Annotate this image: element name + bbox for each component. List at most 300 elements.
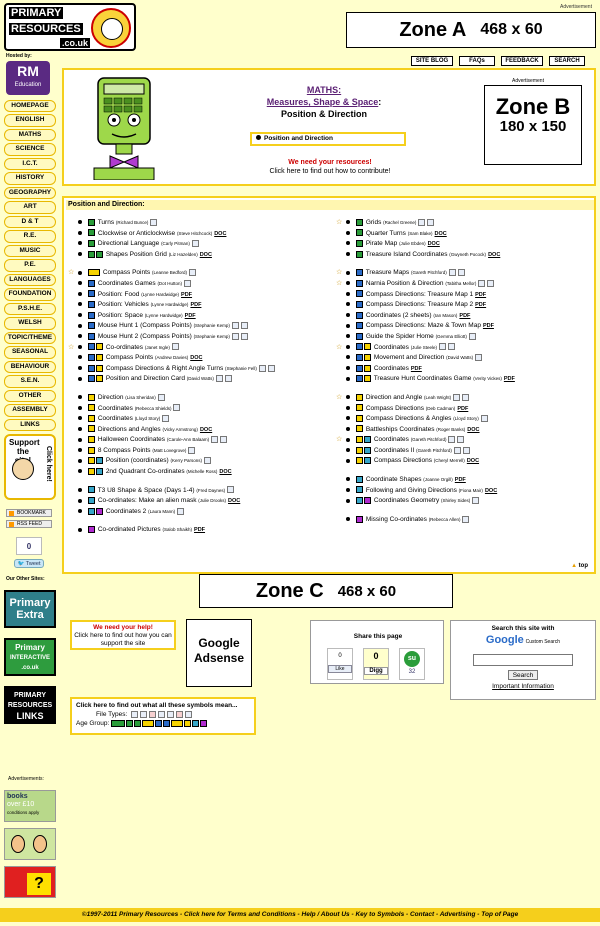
interactive-line3: .co.uk (21, 665, 39, 671)
zone-a-ad[interactable] (346, 12, 596, 48)
file-types-label: File Types: (96, 711, 128, 718)
important-information-link[interactable]: Important Information (492, 683, 554, 690)
resource-row (68, 250, 318, 261)
file-type-icon[interactable] (173, 404, 180, 411)
bullet-icon (346, 334, 350, 338)
search-input[interactable] (473, 654, 573, 666)
age-badge (96, 251, 103, 258)
resource-link[interactable]: Coordinates (97, 404, 133, 412)
resource-link[interactable]: Compass Directions: Maze & Town Map (365, 322, 481, 330)
primary-interactive-link[interactable] (4, 638, 56, 676)
resource-link[interactable]: Coordinates II (373, 446, 415, 454)
resource-author: (Salob Shaikh) (162, 527, 193, 533)
age-badge (356, 497, 363, 504)
file-type-link[interactable]: DOC (190, 355, 203, 362)
file-type-link[interactable]: PDF (190, 302, 202, 309)
resource-link[interactable]: Compass Points (102, 269, 151, 277)
resource-link[interactable]: Compass Directions & Right Angle Turns (105, 364, 224, 372)
nav-item[interactable]: LANGUAGES (4, 274, 56, 286)
question-ad[interactable] (4, 866, 56, 898)
bullet-icon (78, 252, 82, 256)
cartoon-face-icon (11, 835, 25, 853)
resource-link[interactable]: Shapes Position Grid (105, 250, 167, 258)
bullet-icon (346, 427, 350, 431)
resource-link[interactable]: Quarter Turns (365, 229, 406, 237)
resource-author: (Rebecca Shields) (134, 405, 172, 411)
share-box (310, 620, 444, 684)
bullet-icon (78, 395, 82, 399)
zone-c-ad[interactable] (199, 574, 453, 608)
nav-item[interactable]: TOPIC/THEME (4, 332, 56, 344)
bullet-icon (78, 271, 82, 275)
resource-row (336, 374, 586, 385)
file-type-icon[interactable] (268, 365, 275, 372)
file-type-icon[interactable] (184, 280, 191, 287)
resource-link[interactable]: Coordinates (2 sheets) (365, 311, 432, 319)
links-line1: PRIMARY (13, 692, 47, 699)
digg-count: 0 (373, 651, 379, 661)
file-type-icon[interactable] (225, 375, 232, 382)
file-type-link[interactable]: PDF (184, 312, 196, 319)
ad-label: Advertisement (560, 4, 592, 10)
file-type-link[interactable]: PDF (410, 365, 422, 372)
resource-row (68, 239, 318, 250)
resource-link[interactable]: Missing Co-ordinates (365, 515, 427, 523)
resource-link[interactable]: Guide the Spider Home (365, 332, 434, 340)
resource-row (336, 404, 586, 415)
resource-row (336, 300, 586, 311)
custom-search-label: Custom Search (525, 639, 561, 645)
bullet-icon (346, 499, 350, 503)
resource-link[interactable]: Grids (365, 219, 382, 226)
nav-item[interactable]: OTHER (4, 390, 56, 402)
search-link[interactable]: SEARCH (549, 56, 585, 66)
resource-author: (Gareth Pitchford) (410, 437, 447, 443)
resource-author: (Ian Mason) (433, 312, 458, 318)
age-badge (356, 354, 363, 361)
bullet-icon (346, 302, 350, 306)
bullet-icon (346, 355, 350, 359)
resource-link[interactable]: Treasure Hunt Coordinates Game (373, 375, 472, 383)
bullet-icon (78, 416, 82, 420)
age-badge (88, 436, 95, 443)
age-badge (356, 447, 363, 454)
file-type-icon[interactable] (418, 219, 425, 226)
nav-item[interactable]: ASSEMBLY (4, 404, 56, 416)
file-type-icon[interactable] (469, 333, 476, 340)
resource-link[interactable]: Directional Language (97, 240, 160, 248)
file-type-link[interactable]: DOC (214, 230, 227, 237)
resource-link[interactable]: Coordinates (373, 343, 409, 351)
subject-link[interactable]: MATHS: (306, 85, 342, 95)
age-badge (364, 457, 371, 464)
bullet-icon (78, 302, 82, 306)
zone-a-label: Zone A (399, 18, 467, 41)
bullet-icon (78, 509, 82, 513)
resource-link[interactable]: Directions and Angles (97, 425, 161, 433)
other-sites-label: Our Other Sites: (6, 576, 45, 582)
resource-author: (Stephanie Fell) (225, 365, 257, 371)
search-button[interactable]: Search (508, 670, 538, 680)
file-type-icon[interactable] (232, 322, 239, 329)
google-logo: Google (485, 634, 524, 646)
list-gap (68, 478, 318, 486)
file-type-link[interactable]: DOC (466, 458, 480, 465)
resource-row (336, 279, 586, 290)
nav-item[interactable]: MUSIC (4, 245, 56, 257)
age-badge (88, 486, 95, 493)
current-topic-box (250, 132, 406, 146)
age-badge (88, 415, 95, 422)
age-badge (356, 251, 363, 258)
age-badge (88, 394, 95, 401)
rss-feed-button[interactable]: RSS FEED (6, 520, 52, 528)
age-badge (356, 219, 363, 226)
topic-link[interactable]: Measures, Shape & Space (266, 97, 379, 107)
resource-author: (Leah Wright) (424, 394, 452, 400)
support-help-box[interactable] (70, 620, 176, 650)
age-badge (356, 343, 363, 350)
file-type-icon[interactable] (259, 365, 266, 372)
file-type-icon[interactable] (449, 269, 456, 276)
bullet-icon (346, 281, 350, 285)
resource-author: (Carly Pitman) (161, 241, 190, 247)
file-type-link[interactable]: DOC (199, 426, 213, 433)
resource-row (336, 393, 586, 404)
digg-button[interactable] (363, 648, 389, 680)
tweet-counter: 0 (16, 537, 42, 555)
stumbleupon-button[interactable] (399, 648, 425, 680)
top-link[interactable]: ▲ top (571, 563, 588, 569)
file-type-link[interactable]: PDF (459, 312, 471, 319)
bullet-icon (78, 366, 82, 370)
age-badge (155, 720, 162, 727)
bullet-icon (346, 292, 350, 296)
current-topic-link[interactable]: Position and Direction (264, 135, 333, 142)
file-type-link[interactable]: PDF (181, 291, 193, 298)
resource-row (68, 393, 318, 404)
resource-link[interactable]: Compass Directions & Angles (365, 415, 452, 423)
nav-item[interactable]: I.C.T. (4, 158, 56, 170)
cartoon-face-icon (33, 835, 47, 853)
resource-link[interactable]: Position: Vehicles (97, 301, 149, 309)
resource-link[interactable]: Following and Giving Directions (365, 486, 457, 494)
nav-item[interactable]: SCIENCE (4, 143, 56, 155)
resource-author: (Lynne Hardwidge) (144, 312, 183, 318)
file-type-icon[interactable] (204, 457, 211, 464)
resource-link[interactable]: Clockwise or Anticlockwise (97, 229, 176, 237)
resource-link[interactable]: T3 U8 Shape & Space (Days 1-4) (97, 486, 195, 494)
bookmark-button[interactable]: BOOKMARK (6, 509, 52, 517)
file-type-icon[interactable] (481, 415, 488, 422)
file-type-icon[interactable] (220, 436, 227, 443)
resource-link[interactable]: Coordinates (373, 364, 409, 372)
resource-link[interactable]: Compass Directions: Treasure Map 1 (365, 290, 474, 298)
support-the-site-button[interactable] (4, 434, 56, 500)
file-type-link[interactable]: DOC (488, 251, 501, 258)
resource-link[interactable]: Coordinates Games (97, 279, 156, 287)
file-type-icon[interactable] (462, 394, 469, 401)
bullet-icon (78, 469, 82, 473)
file-type-link[interactable]: DOC (199, 251, 212, 258)
resource-row (336, 321, 586, 332)
books-ad-line1: books (7, 793, 28, 800)
resource-author: (Tabitha Mellor) (445, 280, 477, 286)
logo-line3: .co.uk (62, 38, 89, 48)
resource-row (68, 311, 318, 322)
google-adsense-ad[interactable]: Google Adsense (186, 619, 252, 687)
nav-item[interactable]: ENGLISH (4, 114, 56, 126)
resource-link[interactable]: Mouse Hunt 1 (Compass Points) (97, 322, 192, 330)
file-type-icon[interactable] (227, 486, 234, 493)
nav-item[interactable]: R.E. (4, 230, 56, 242)
age-badge (134, 720, 141, 727)
file-type-icon[interactable] (158, 394, 165, 401)
bullet-icon (346, 345, 350, 349)
need-help-text: We need your help! (93, 624, 153, 631)
file-type-link[interactable]: DOC (434, 230, 447, 237)
age-badge (88, 457, 95, 464)
bullet-icon (346, 416, 350, 420)
file-type-icon[interactable] (177, 508, 184, 515)
file-type-icon[interactable] (487, 280, 494, 287)
age-badge (88, 251, 95, 258)
file-type-icon[interactable] (453, 394, 460, 401)
site-blog-link[interactable]: SITE BLOG (411, 56, 453, 66)
nav-item[interactable]: FOUNDATION (4, 288, 56, 300)
file-type-icon[interactable] (232, 333, 239, 340)
file-type-icon[interactable] (463, 447, 470, 454)
file-type-link[interactable]: PDF (503, 376, 515, 383)
age-badge (88, 447, 95, 454)
file-type-icon[interactable] (448, 436, 455, 443)
resource-link[interactable]: Position: Space (97, 311, 143, 319)
age-badge (88, 312, 95, 319)
resource-link[interactable]: Coordinate Shapes (365, 476, 422, 484)
file-type-link[interactable]: PDF (454, 477, 466, 484)
resource-author: (Rebecca Allen) (428, 516, 461, 522)
tweet-button[interactable]: 🐦 Tweet (14, 559, 44, 568)
resource-row (68, 343, 318, 354)
age-badge (356, 404, 363, 411)
nav-item[interactable]: BEHAVIOUR (4, 361, 56, 373)
age-badge (96, 468, 103, 475)
resource-link[interactable]: Treasure Maps (365, 269, 410, 277)
file-type-icon[interactable] (439, 343, 446, 350)
age-badge (88, 240, 95, 247)
resource-author: (Janet Ingle) (144, 344, 170, 350)
resource-link[interactable]: Co-ordinated Pictures (97, 526, 161, 534)
file-type-icon[interactable] (448, 343, 455, 350)
file-type-icon[interactable] (462, 516, 469, 523)
resource-link[interactable]: Position (coordinates) (105, 457, 169, 465)
file-type-icon[interactable] (192, 240, 199, 247)
resource-row (336, 290, 586, 301)
age-badge (356, 436, 363, 443)
resource-link[interactable]: Compass Directions (365, 404, 424, 412)
resource-link[interactable]: Compass Points (105, 354, 154, 362)
file-type-link[interactable]: DOC (467, 426, 480, 433)
file-type-link[interactable]: PDF (475, 302, 487, 309)
contribute-link[interactable]: Click here to find out how to contribute! (269, 168, 391, 175)
site-logo[interactable] (4, 3, 136, 51)
zone-b-ad[interactable] (484, 85, 582, 165)
primary-resources-links-link[interactable] (4, 686, 56, 724)
books-ad[interactable] (4, 790, 56, 822)
resource-row (68, 374, 318, 385)
nav-item[interactable]: ART (4, 201, 56, 213)
resource-link[interactable]: Movement and Direction (373, 354, 445, 362)
age-badge (142, 720, 154, 727)
age-badge (364, 497, 371, 504)
age-badge (356, 486, 363, 493)
nav-item[interactable]: HOMEPAGE (4, 100, 56, 112)
resource-row (336, 343, 586, 354)
resource-author: (Rachel Greene) (383, 220, 417, 225)
bullet-icon (346, 438, 350, 442)
file-type-link[interactable]: DOC (427, 241, 440, 248)
file-type-link[interactable]: PDF (475, 291, 487, 298)
resource-author: (Lynne Hardwidge) (141, 291, 180, 297)
resource-link[interactable]: Coordinates (97, 415, 133, 423)
nav-item[interactable]: D & T (4, 216, 56, 228)
file-type-icon[interactable] (241, 333, 248, 340)
file-type-icon[interactable] (457, 436, 464, 443)
primary-extra-link[interactable] (4, 590, 56, 628)
resource-author: (Carole-Ann Balaam) (166, 437, 210, 443)
cartoon-ad[interactable] (4, 828, 56, 860)
resource-row (68, 364, 318, 375)
age-badge (356, 280, 363, 287)
resource-link[interactable]: 2nd Quadrant Co-ordinates (105, 468, 185, 476)
resource-row (68, 353, 318, 364)
support-click: Click here! (45, 446, 52, 482)
resource-author: (Lynne Hardwidge) (150, 302, 189, 308)
rm-logo[interactable] (6, 61, 50, 95)
resource-author: (Cheryl Merrell) (433, 458, 465, 464)
file-type-icon[interactable] (189, 269, 196, 276)
file-type-icon[interactable] (188, 447, 195, 454)
resource-link[interactable]: Coordinates Geometry (373, 497, 440, 505)
nav-item[interactable]: SEASONAL (4, 346, 56, 358)
resource-link[interactable]: Pirate Map (365, 240, 398, 248)
bullet-icon (346, 517, 350, 521)
resource-author: (Deb Cadman) (425, 405, 456, 411)
file-type-link[interactable]: PDF (194, 527, 206, 534)
resource-link[interactable]: Co-ordinates: Make an alien mask (97, 497, 197, 505)
faqs-link[interactable]: FAQs (459, 56, 495, 66)
file-type-icon[interactable] (472, 497, 479, 504)
file-type-icon[interactable] (458, 269, 465, 276)
file-type-link[interactable]: DOC (484, 487, 498, 494)
file-type-icon (131, 711, 138, 718)
file-type-link[interactable]: DOC (219, 469, 232, 476)
file-type-icon[interactable] (211, 436, 218, 443)
advertisements-label: Advertisements: (8, 776, 44, 782)
file-type-link[interactable]: DOC (228, 498, 241, 505)
age-badge (364, 375, 371, 382)
resource-link[interactable]: Mouse Hunt 2 (Compass Points) (97, 332, 192, 340)
resource-row (336, 414, 586, 425)
zone-c-label: Zone C (255, 579, 324, 602)
file-type-icon[interactable] (162, 415, 169, 422)
star-icon: ☆ (68, 269, 75, 277)
file-type-icon[interactable] (216, 375, 223, 382)
facebook-like-button[interactable] (327, 648, 353, 680)
resource-link[interactable]: Coordinates (373, 436, 409, 444)
file-type-icon[interactable] (427, 219, 434, 226)
resource-row (336, 332, 586, 343)
file-type-icon[interactable] (241, 322, 248, 329)
nav-item[interactable]: GEOGRAPHY (4, 187, 56, 199)
nav-item[interactable]: S.E.N. (4, 375, 56, 387)
file-type-icon[interactable] (172, 343, 179, 350)
age-badge (364, 343, 371, 350)
file-type-icon[interactable] (150, 219, 157, 226)
resource-row (68, 425, 318, 436)
nav-item[interactable]: HISTORY (4, 172, 56, 184)
resource-author: (Dot Hutton) (157, 280, 182, 286)
file-type-icon[interactable] (478, 280, 485, 287)
resource-author: (Matt Lovegrove) (152, 447, 187, 453)
resource-link[interactable]: Co-ordinates (105, 343, 144, 351)
resource-link[interactable]: Position and Direction Card (105, 375, 185, 383)
age-badge (88, 290, 95, 297)
nav-item[interactable]: P.S.H.E. (4, 303, 56, 315)
resource-row (68, 404, 318, 415)
nav-item[interactable]: LINKS (4, 419, 56, 431)
nav-item[interactable]: MATHS (4, 129, 56, 141)
zone-a-size: 468 x 60 (480, 21, 543, 38)
resource-author: (Richard Bunce) (115, 220, 149, 225)
resource-link[interactable]: Battleships Coordinates (365, 425, 435, 433)
resource-link[interactable]: Compass Directions: Treasure Map 2 (365, 301, 474, 309)
resource-link[interactable]: Treasure Island Coordinates (365, 250, 448, 258)
age-badge (356, 333, 363, 340)
resource-column-left (68, 218, 318, 536)
resource-author: (Julie Steele) (410, 344, 437, 350)
resource-link[interactable]: Position: Food (97, 290, 140, 298)
nav-item[interactable]: P.E. (4, 259, 56, 271)
resource-link[interactable]: Direction (97, 393, 124, 401)
file-type-icon[interactable] (475, 354, 482, 361)
resource-row (68, 290, 318, 301)
resource-link[interactable]: Compass Directions (373, 457, 432, 465)
file-type-link[interactable]: PDF (482, 323, 494, 330)
resource-author: (Gemma Elliott) (435, 333, 467, 339)
footer[interactable]: ©1997-2011 Primary Resources - Click here for Terms and Conditions - Help / About Us - Key to Symbols - Contact - Advertising - Top of Page (0, 908, 600, 922)
age-badge (356, 365, 363, 372)
resource-link[interactable]: Halloween Coordinates (97, 436, 166, 444)
resource-link[interactable]: 8 Compass Points (97, 446, 151, 454)
resource-row (68, 496, 318, 507)
age-badge (88, 343, 95, 350)
nav-item[interactable]: WELSH (4, 317, 56, 329)
resource-link[interactable]: Narnia Position & Direction (365, 279, 444, 287)
tweet-label: Tweet (25, 561, 41, 567)
symbols-key-box[interactable] (70, 697, 256, 735)
topic-title (244, 84, 404, 120)
resource-link[interactable]: Coordinates 2 (105, 507, 147, 515)
file-type-icon[interactable] (454, 447, 461, 454)
resource-link[interactable]: Direction and Angle (365, 393, 423, 401)
feedback-link[interactable]: FEEDBACK (501, 56, 543, 66)
bullet-icon (346, 448, 350, 452)
age-badge (88, 497, 95, 504)
bullet-icon (78, 528, 82, 532)
resource-link[interactable]: Turns (97, 219, 115, 226)
file-type-link[interactable]: PDF (457, 405, 469, 412)
